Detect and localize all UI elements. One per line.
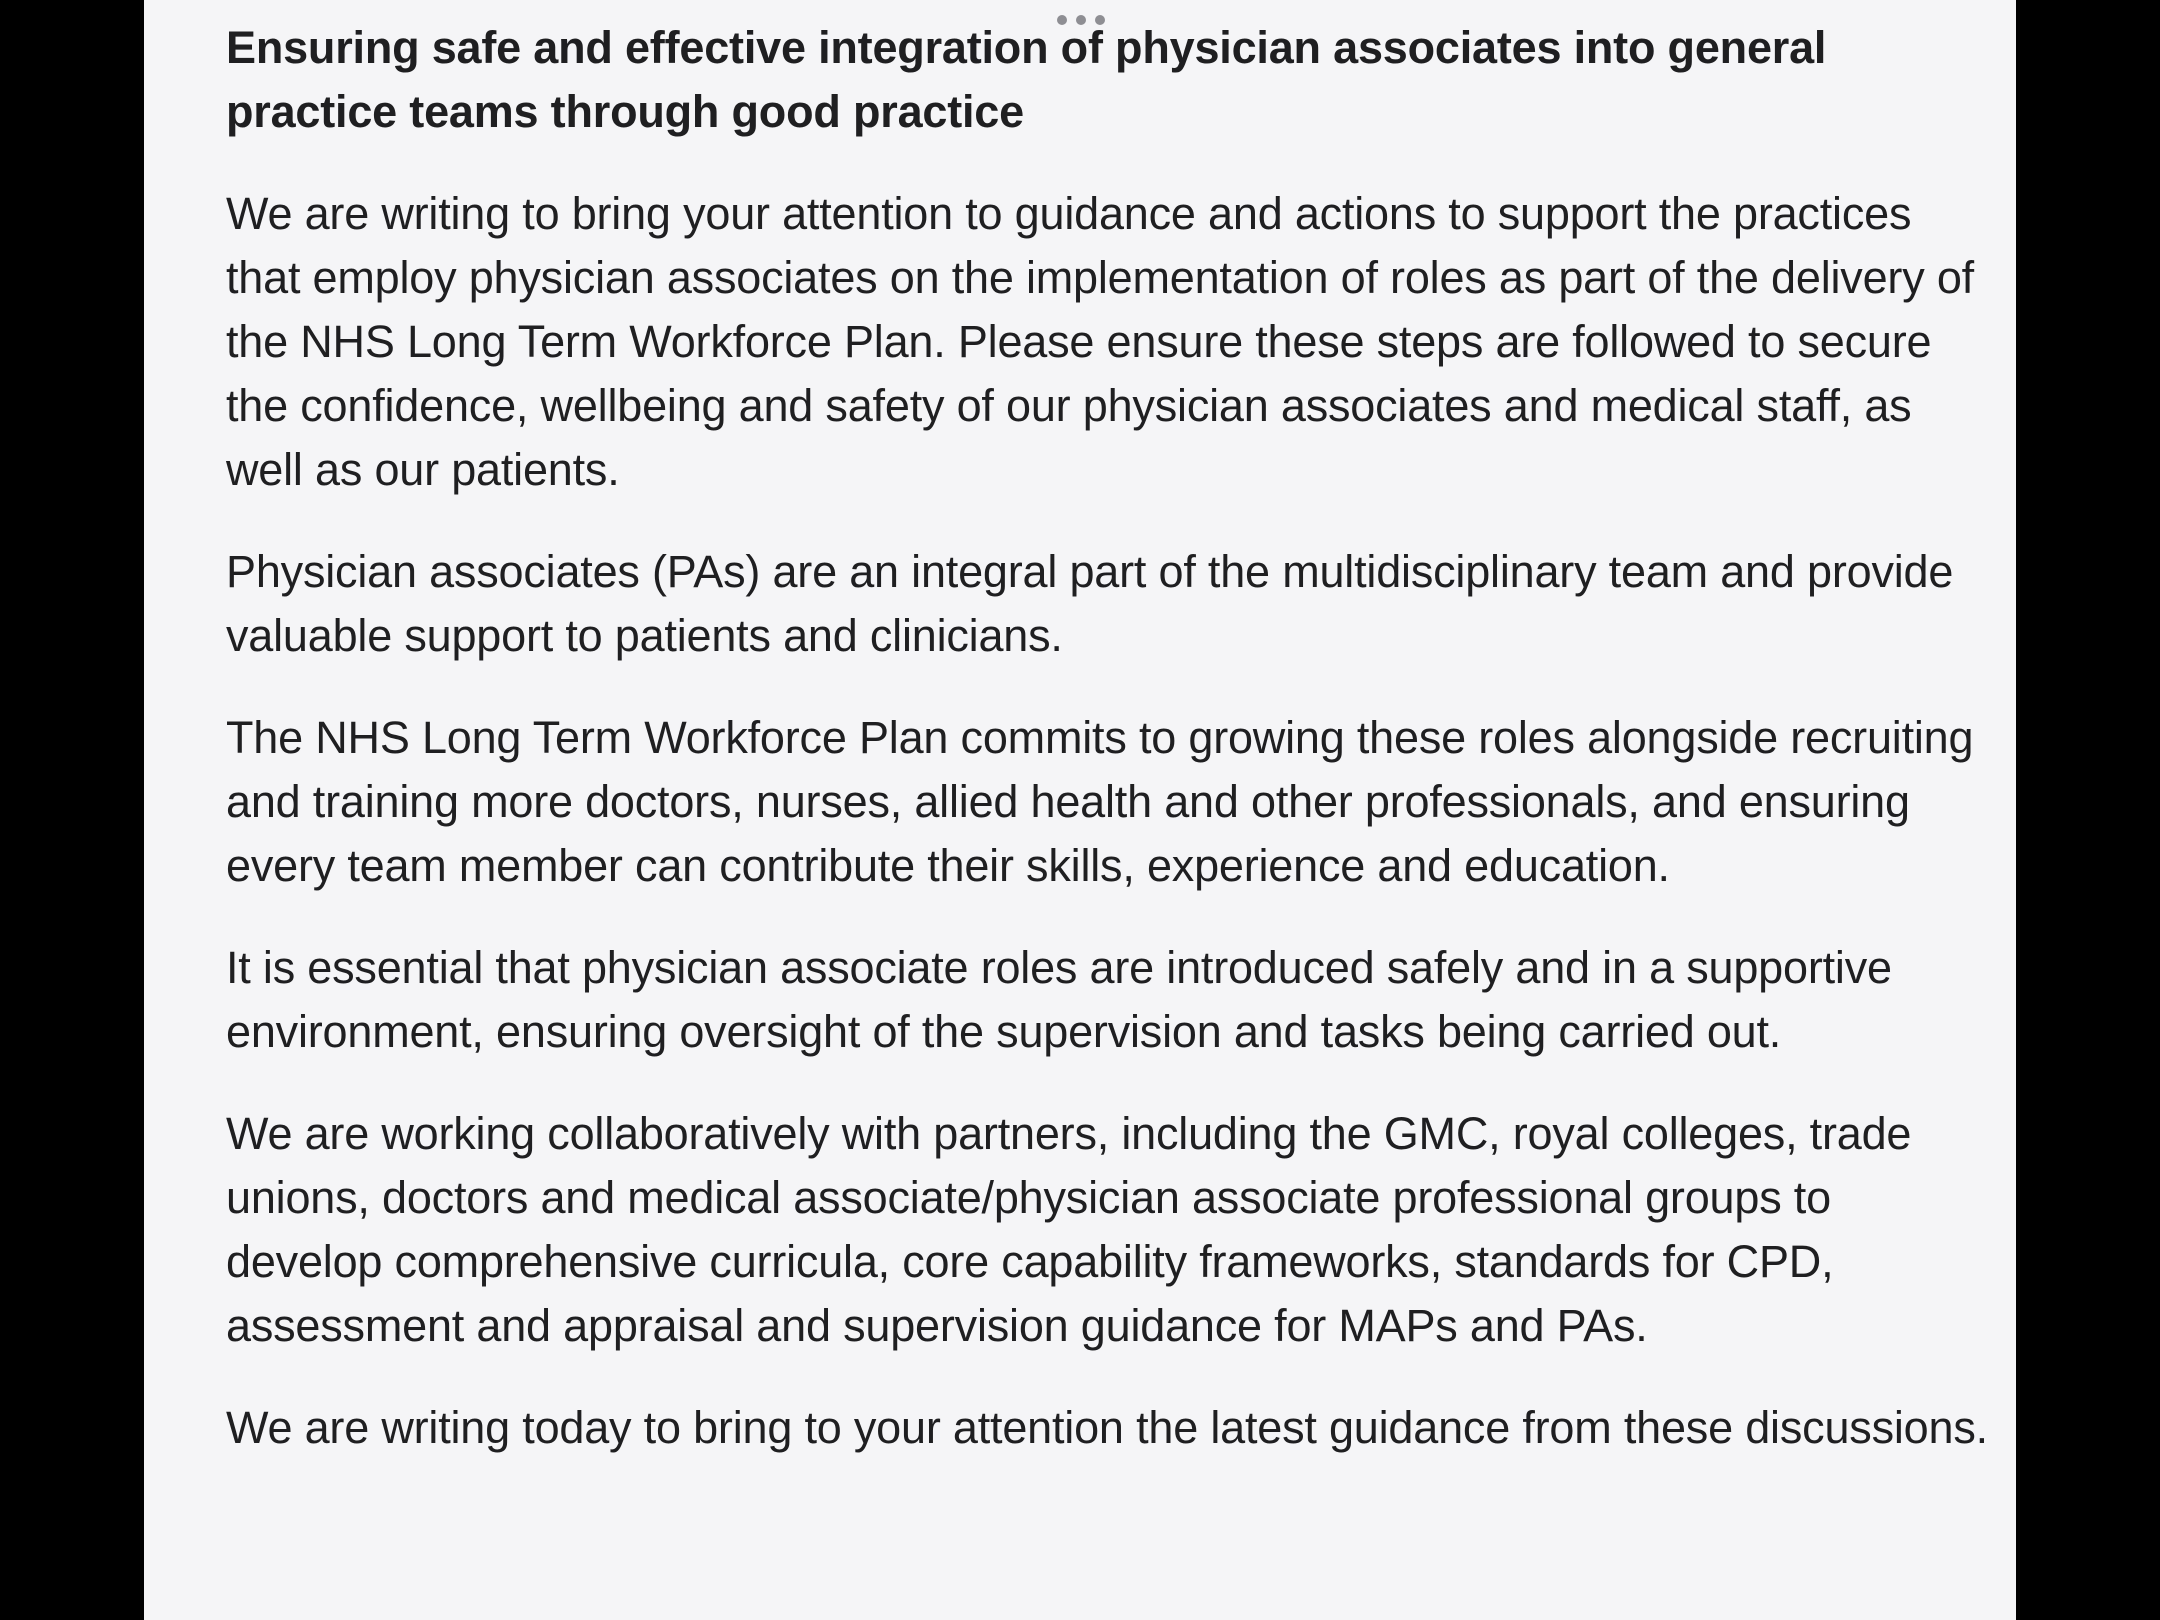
document-body [226,16,1988,1460]
document-sheet [144,0,2016,1620]
paragraph-collaboration: We are working collaboratively with partners, including the GMC, royal colleges, trade unions, doctors and medical associate/physician associate professional groups to develop comprehensive curricula, core capability frameworks, standards for CPD, assessment and appraisal and supervision guidance for MAPs and PAs. [226,1108,1912,1351]
paragraph-intro: We are writing to bring your attention to guidance and actions to support the practices that employ physician associates on the implementation of roles as part of the delivery of the NHS Long Term Workforce Plan. Please ensure these steps are followed to secure the confidence, wellbeing and safety of our physician associates and medical staff, as well as our patients. [226,188,1974,495]
paragraph-pa-role: Physician associates (PAs) are an integral part of the multidisciplinary team and provide valuable support to patients and clinicians. [226,546,1954,661]
paragraph-latest-guidance: We are writing today to bring to your attention the latest guidance from these discussions. [226,1402,1988,1453]
paragraph-workforce-plan: The NHS Long Term Workforce Plan commits to growing these roles alongside recruiting and training more doctors, nurses, allied health and other professionals, and ensuring every team member can contribute their skills, experience and education. [226,712,1974,891]
document-title: Ensuring safe and effective integration of physician associates into general practice teams through good practice [226,22,1827,137]
paragraph-safe-introduction: It is essential that physician associate roles are introduced safely and in a supportive environment, ensuring oversight of the supervision and tasks being carried out. [226,942,1892,1057]
